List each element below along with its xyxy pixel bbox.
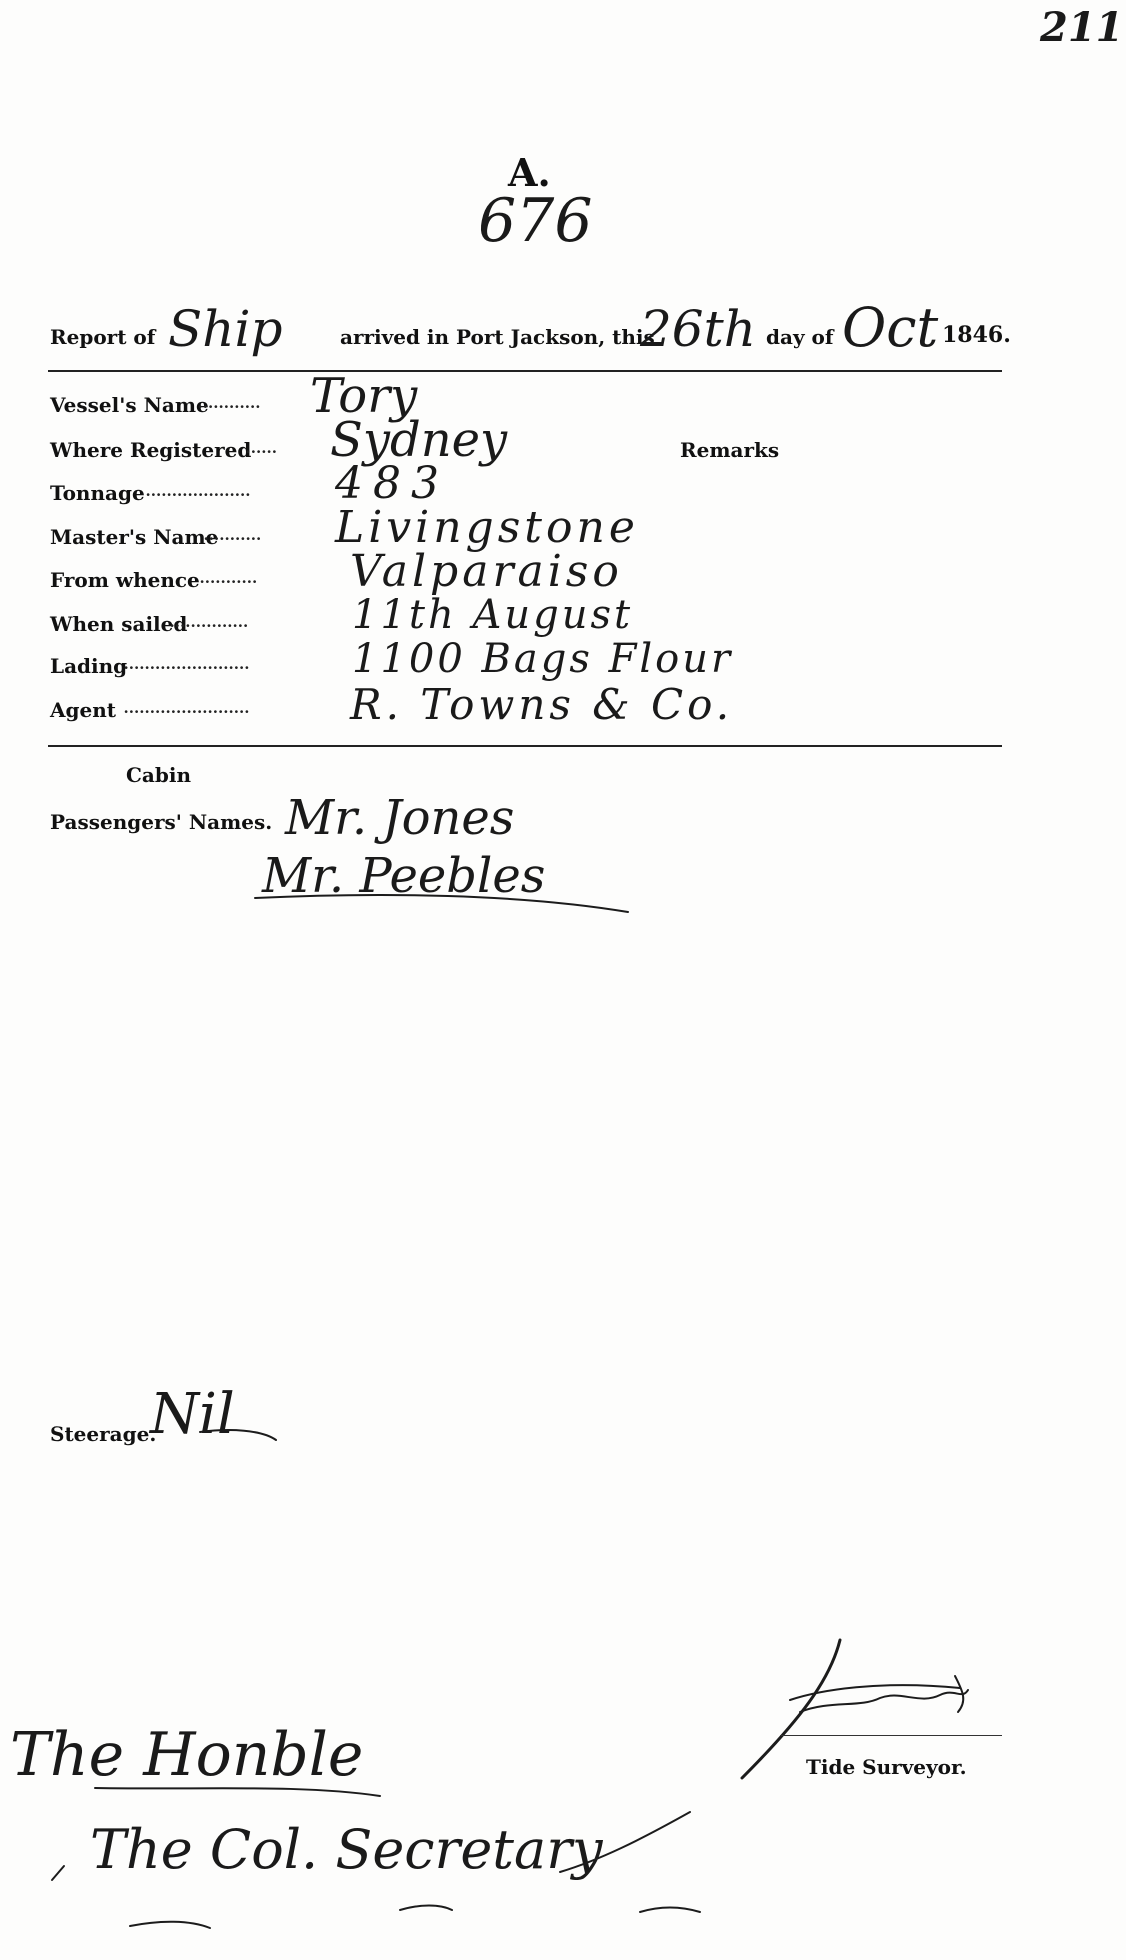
field-value: Tory (310, 368, 418, 424)
field-value: 1100 Bags Flour (352, 636, 734, 682)
field-label: Master's Name (50, 525, 219, 549)
arrival-day: 26th (640, 300, 756, 358)
steerage-value: Nil (150, 1382, 235, 1447)
vessel-type: Ship (168, 300, 283, 358)
entry-number: 676 (478, 186, 593, 256)
address-line-1: The Honble (10, 1720, 364, 1790)
field-dots: ...... (246, 438, 278, 457)
cabin-passenger: Mr. Jones (285, 790, 515, 846)
field-dots: ........................ (124, 654, 250, 673)
field-label: Agent (50, 698, 117, 722)
form-code: A. (508, 150, 551, 195)
field-value: Livingstone (335, 502, 639, 553)
field-label: When sailed (50, 612, 188, 636)
arrival-month: Oct (842, 296, 939, 359)
cabin-label: Cabin (126, 763, 191, 787)
field-dots: ........................ (124, 698, 250, 717)
field-value: Sydney (330, 412, 508, 468)
field-value: R. Towns & Co. (350, 680, 734, 729)
passengers-names-label: Passengers' Names. (50, 810, 273, 834)
steerage-label: Steerage. (50, 1422, 157, 1446)
field-dots: .................... (146, 481, 251, 500)
field-label: Tonnage (50, 481, 145, 505)
field-label: Where Registered (50, 438, 252, 462)
field-label: Vessel's Name (50, 393, 209, 417)
tide-surveyor-label: Tide Surveyor. (806, 1755, 967, 1779)
arrived-text: arrived in Port Jackson, this (340, 325, 655, 349)
arrival-year: 1846. (942, 322, 1011, 348)
field-dots: ........... (200, 568, 258, 587)
field-dots: ............ (198, 393, 261, 412)
field-label: Lading (50, 654, 128, 678)
field-value: Valparaiso (350, 546, 623, 597)
day-of-label: day of (766, 325, 834, 349)
field-dots: ............... (170, 612, 249, 631)
field-label: From whence (50, 568, 200, 592)
remarks-label: Remarks (680, 438, 780, 462)
report-of-label: Report of (50, 325, 156, 349)
cabin-passenger: Mr. Peebles (262, 848, 546, 904)
field-dots: ........... (204, 525, 262, 544)
field-value: 483 (335, 458, 449, 509)
field-value: 11th August (352, 592, 634, 638)
page-number: 211 (1040, 4, 1124, 51)
address-line-2: The Col. Secretary (90, 1818, 603, 1881)
